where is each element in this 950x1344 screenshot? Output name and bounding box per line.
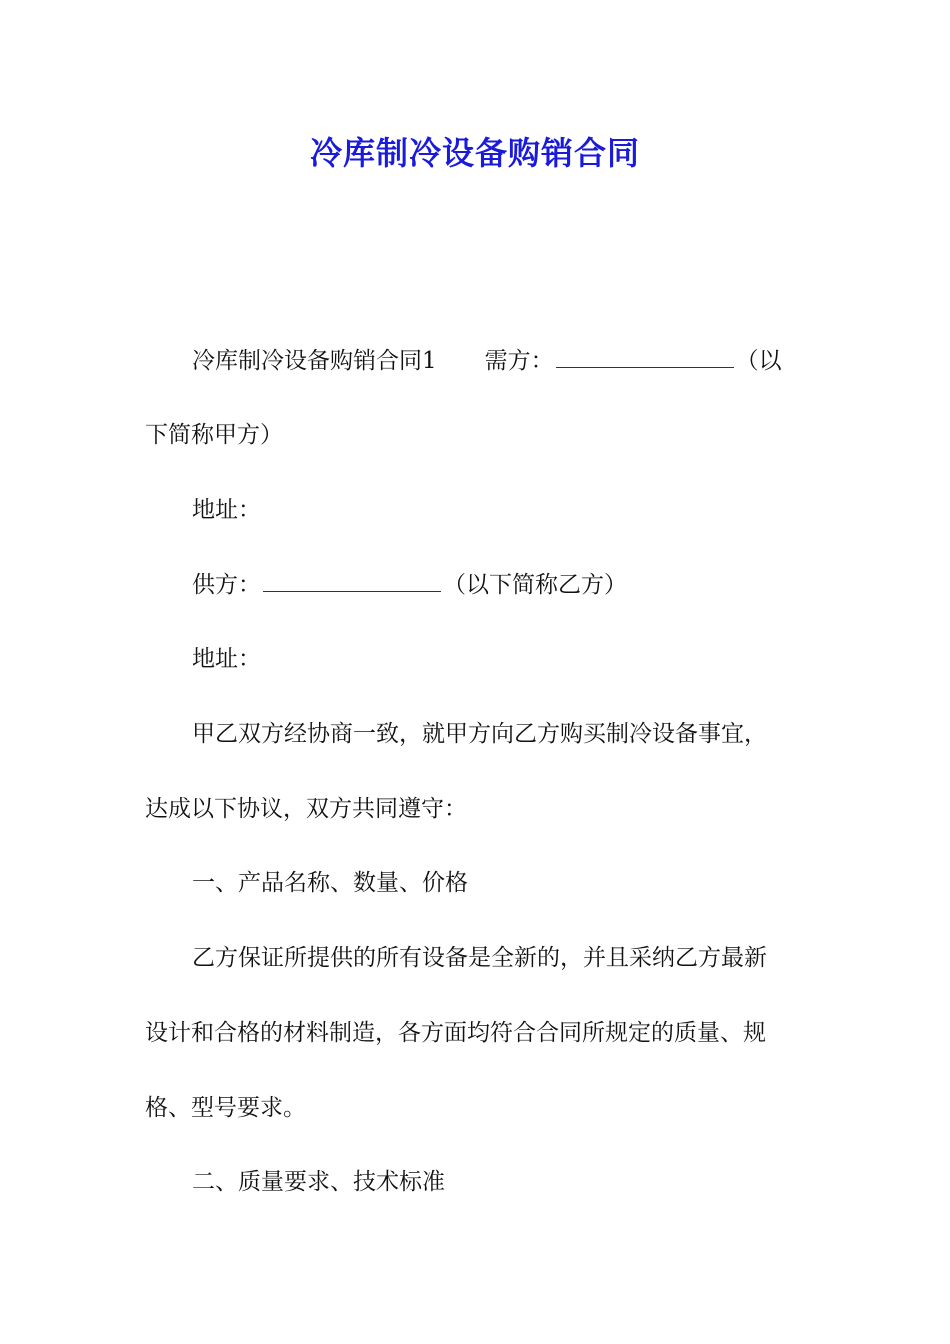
paragraph-line: 设计和合格的材料制造，各方面均符合合同所规定的质量、规 (145, 1020, 766, 1046)
section-heading: 一、产品名称、数量、价格 (192, 870, 468, 896)
paragraph-line: 格、型号要求。 (145, 1095, 306, 1121)
paragraph-line: 达成以下协议，双方共同遵守： (145, 796, 467, 822)
supplier-blank-field[interactable] (263, 569, 441, 592)
buyer-address-label: 地址： (192, 497, 261, 523)
buyer-label: 需方： (484, 348, 554, 374)
buyer-blank-field[interactable] (556, 345, 734, 368)
buyer-abbreviation-line: 下简称甲方） (145, 422, 283, 448)
supplier-line (192, 569, 627, 600)
document-title: 冷库制冷设备购销合同 (309, 134, 640, 172)
contract-heading-line (192, 345, 782, 376)
supplier-address-label: 地址： (192, 646, 261, 672)
paragraph-line: 乙方保证所提供的所有设备是全新的，并且采纳乙方最新 (192, 945, 767, 971)
paragraph-line: 甲乙双方经协商一致，就甲方向乙方购买制冷设备事宜， (192, 721, 767, 747)
contract-subtitle: 冷库制冷设备购销合同1 (192, 348, 437, 374)
section-heading: 二、质量要求、技术标准 (192, 1169, 445, 1195)
supplier-label: 供方： (192, 572, 261, 598)
supplier-suffix: （以下简称乙方） (443, 572, 627, 598)
buyer-suffix: （以 (735, 348, 782, 374)
